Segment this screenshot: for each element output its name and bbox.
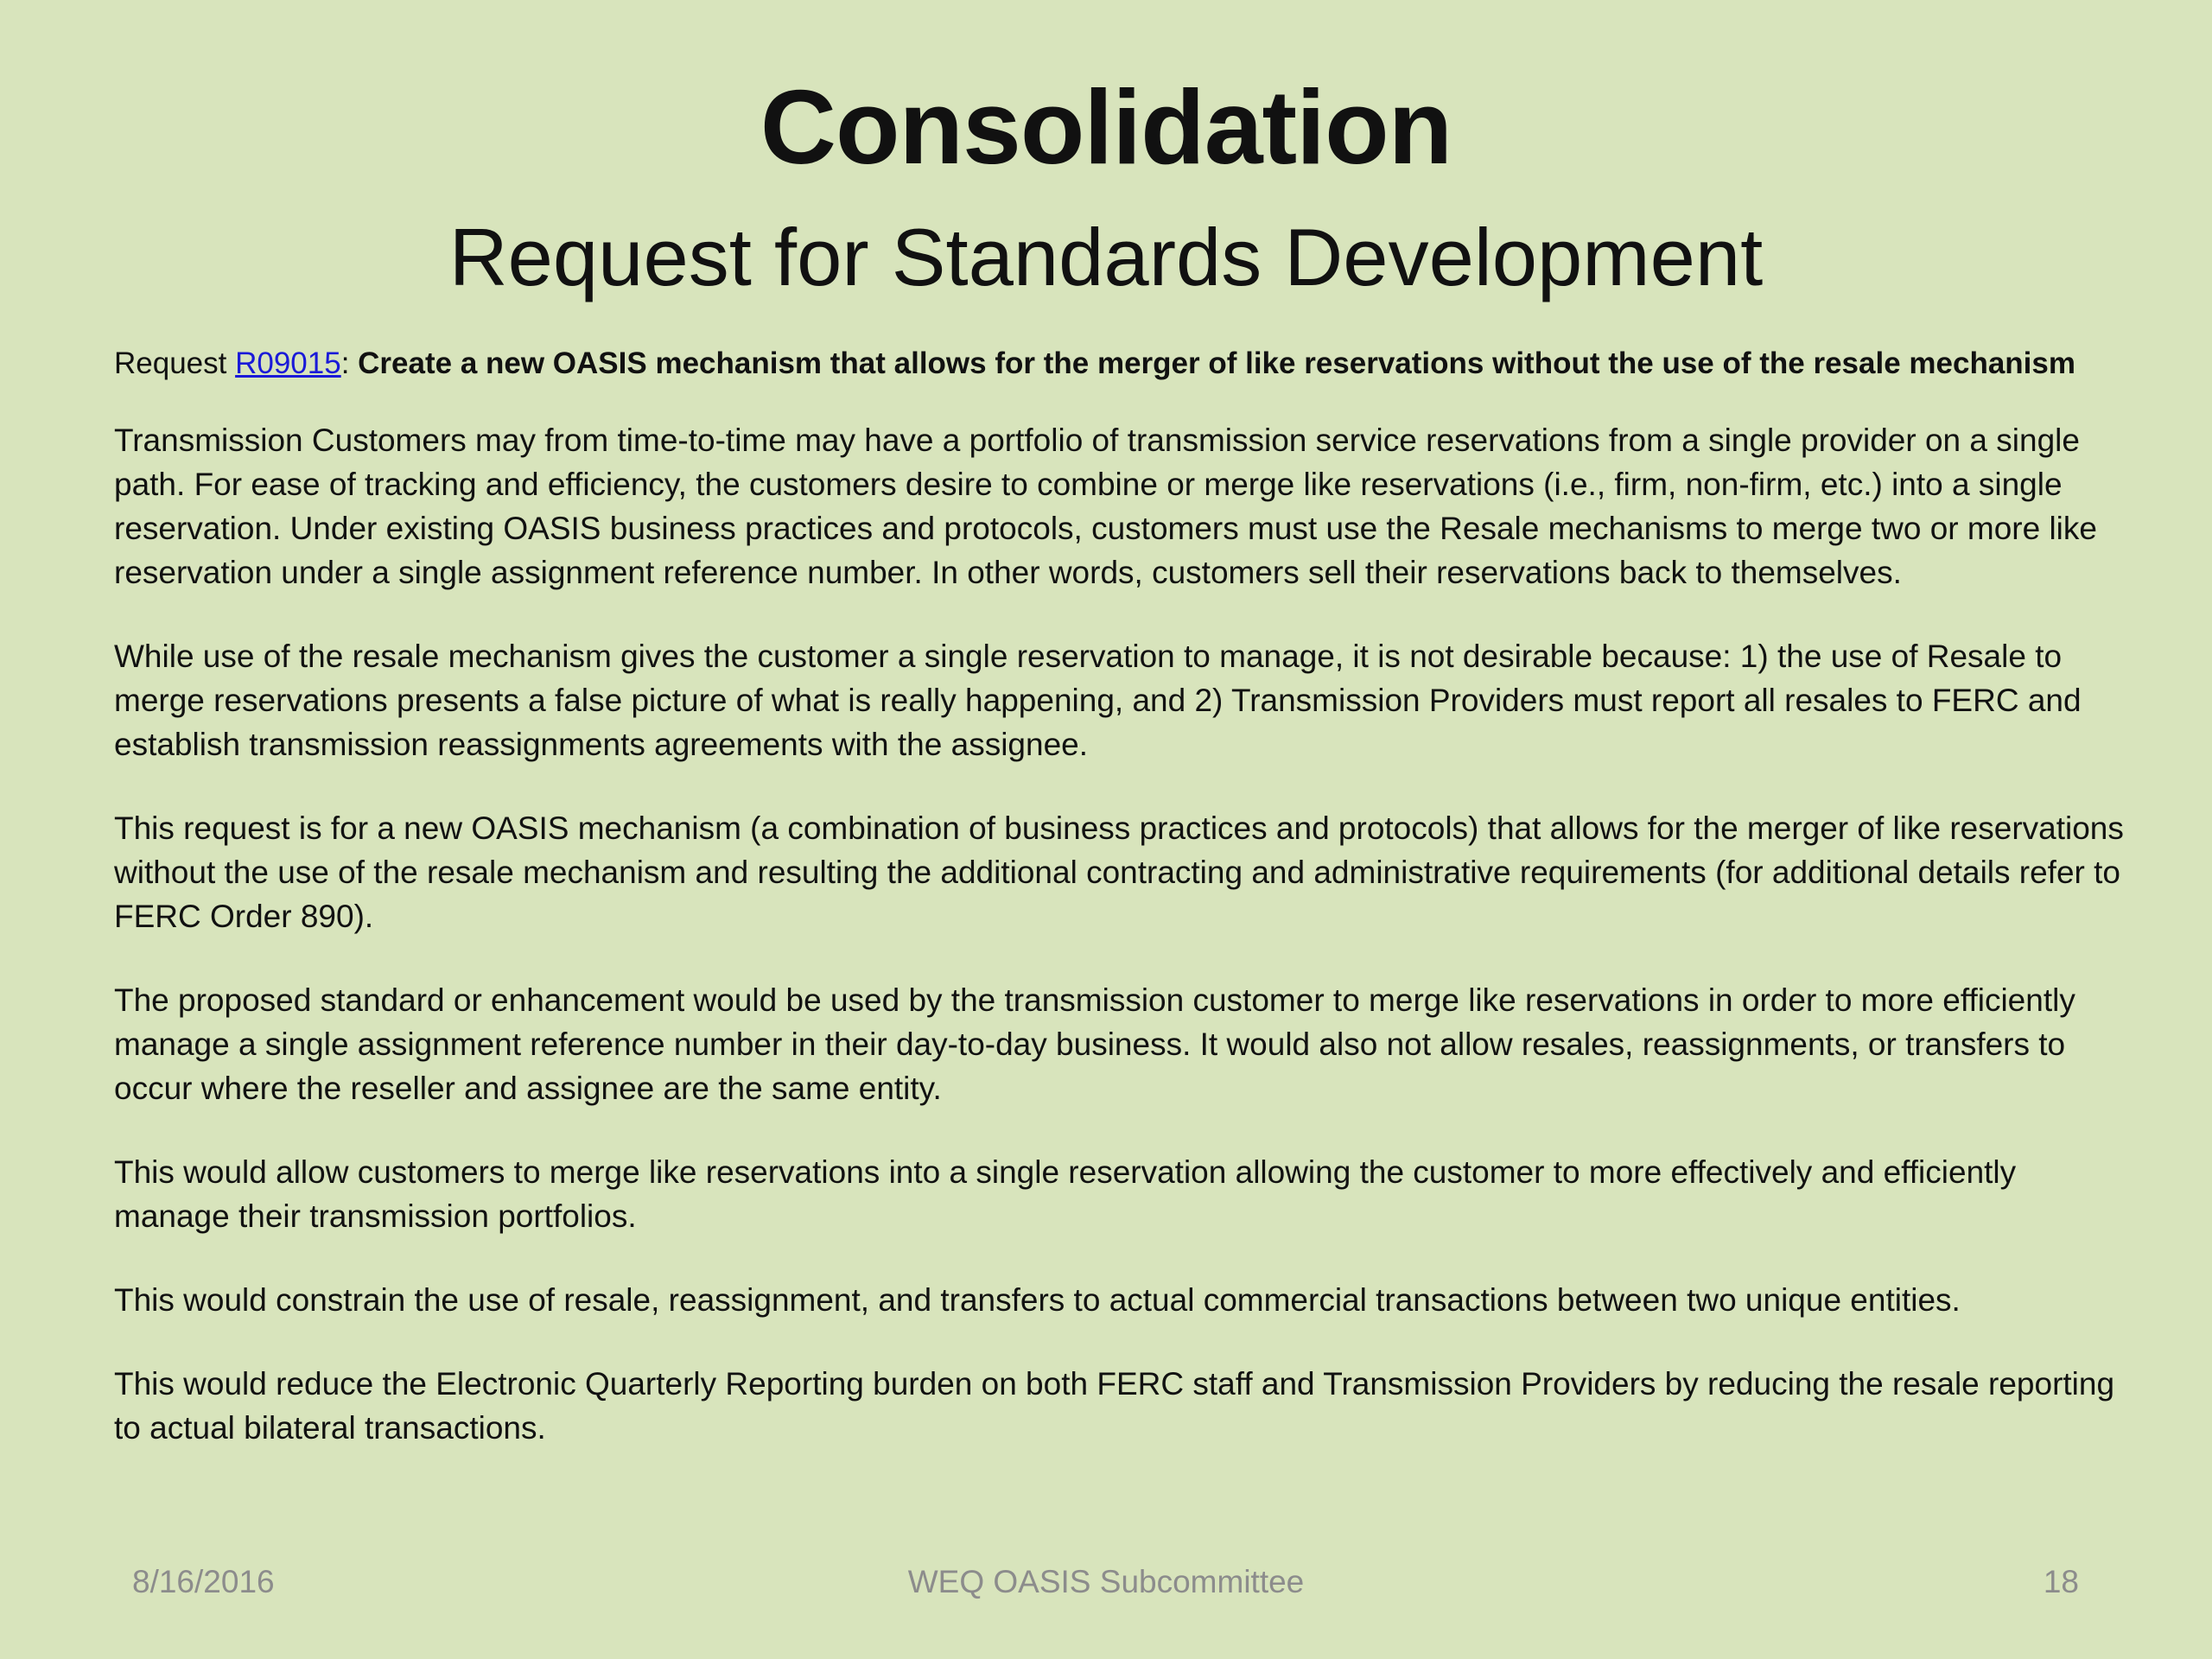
paragraph-proposed-standard: The proposed standard or enhancement would be used by the transmission customer to merge like reservations in order to more efficiently manage a single assignment reference number in their day-to-day business. It would also not allow resales, reassignments, or transfers to occur where the reseller and assignee are the same entity. [114, 982, 2075, 1106]
page-number: 18 [2043, 1564, 2079, 1599]
paragraph-current-practice: Transmission Customers may from time-to-time may have a portfolio of transmission service reservations from a single provider on a single path. For ease of tracking and efficiency, the customers desire to combine or merge like reservations (i.e., firm, non-firm, etc.) into a single reservation. Under existing OASIS business practices and protocols, customers must use the Resale mechanisms to merge two or more like reservation under a single assignment reference number. In other words, customers sell their reservations back to themselves. [114, 423, 2097, 590]
request-line [114, 341, 2127, 386]
footer-date: 8/16/2016 [132, 1564, 275, 1599]
paragraph-benefit-reporting: This would reduce the Electronic Quarterly Reporting burden on both FERC staff and Transmission Providers by reducing the resale reporting to actual bilateral transactions. [114, 1366, 2115, 1446]
paragraph-benefit-constrain: This would constrain the use of resale, reassignment, and transfers to actual commercial transactions between two unique entities. [114, 1282, 1961, 1318]
paragraph-resale-issues: While use of the resale mechanism gives the customer a single reservation to manage, it is not desirable because: 1) the use of Resale to merge reservations presents a false picture of what is really happening, and 2) Transmission Providers must report all resales to FERC and establish transmission reassignments agreements with the assignee. [114, 639, 2082, 762]
slide-subtitle: Request for Standards Development [448, 212, 1764, 302]
paragraph-request-scope: This request is for a new OASIS mechanism (a combination of business practices and protocols) that allows for the merger of like reservations without the use of the resale mechanism and resulting the additional contracting and administrative requirements (for additional details refer to FERC Order 890). [114, 810, 2124, 934]
paragraph-benefit-merge: This would allow customers to merge like reservations into a single reservation allowing the customer to more effectively and efficiently manage their transmission portfolios. [114, 1154, 2017, 1234]
request-prefix: Request [114, 346, 236, 380]
request-separator: : [340, 346, 359, 380]
footer-title: WEQ OASIS Subcommittee [907, 1564, 1305, 1599]
body-text [114, 418, 2127, 1490]
slide-title: Consolidation [760, 68, 1452, 186]
request-summary: Create a new OASIS mechanism that allows for the merger of like reservations without the use of the resale mechanism [358, 346, 2075, 380]
request-link[interactable]: R09015 [235, 346, 341, 380]
